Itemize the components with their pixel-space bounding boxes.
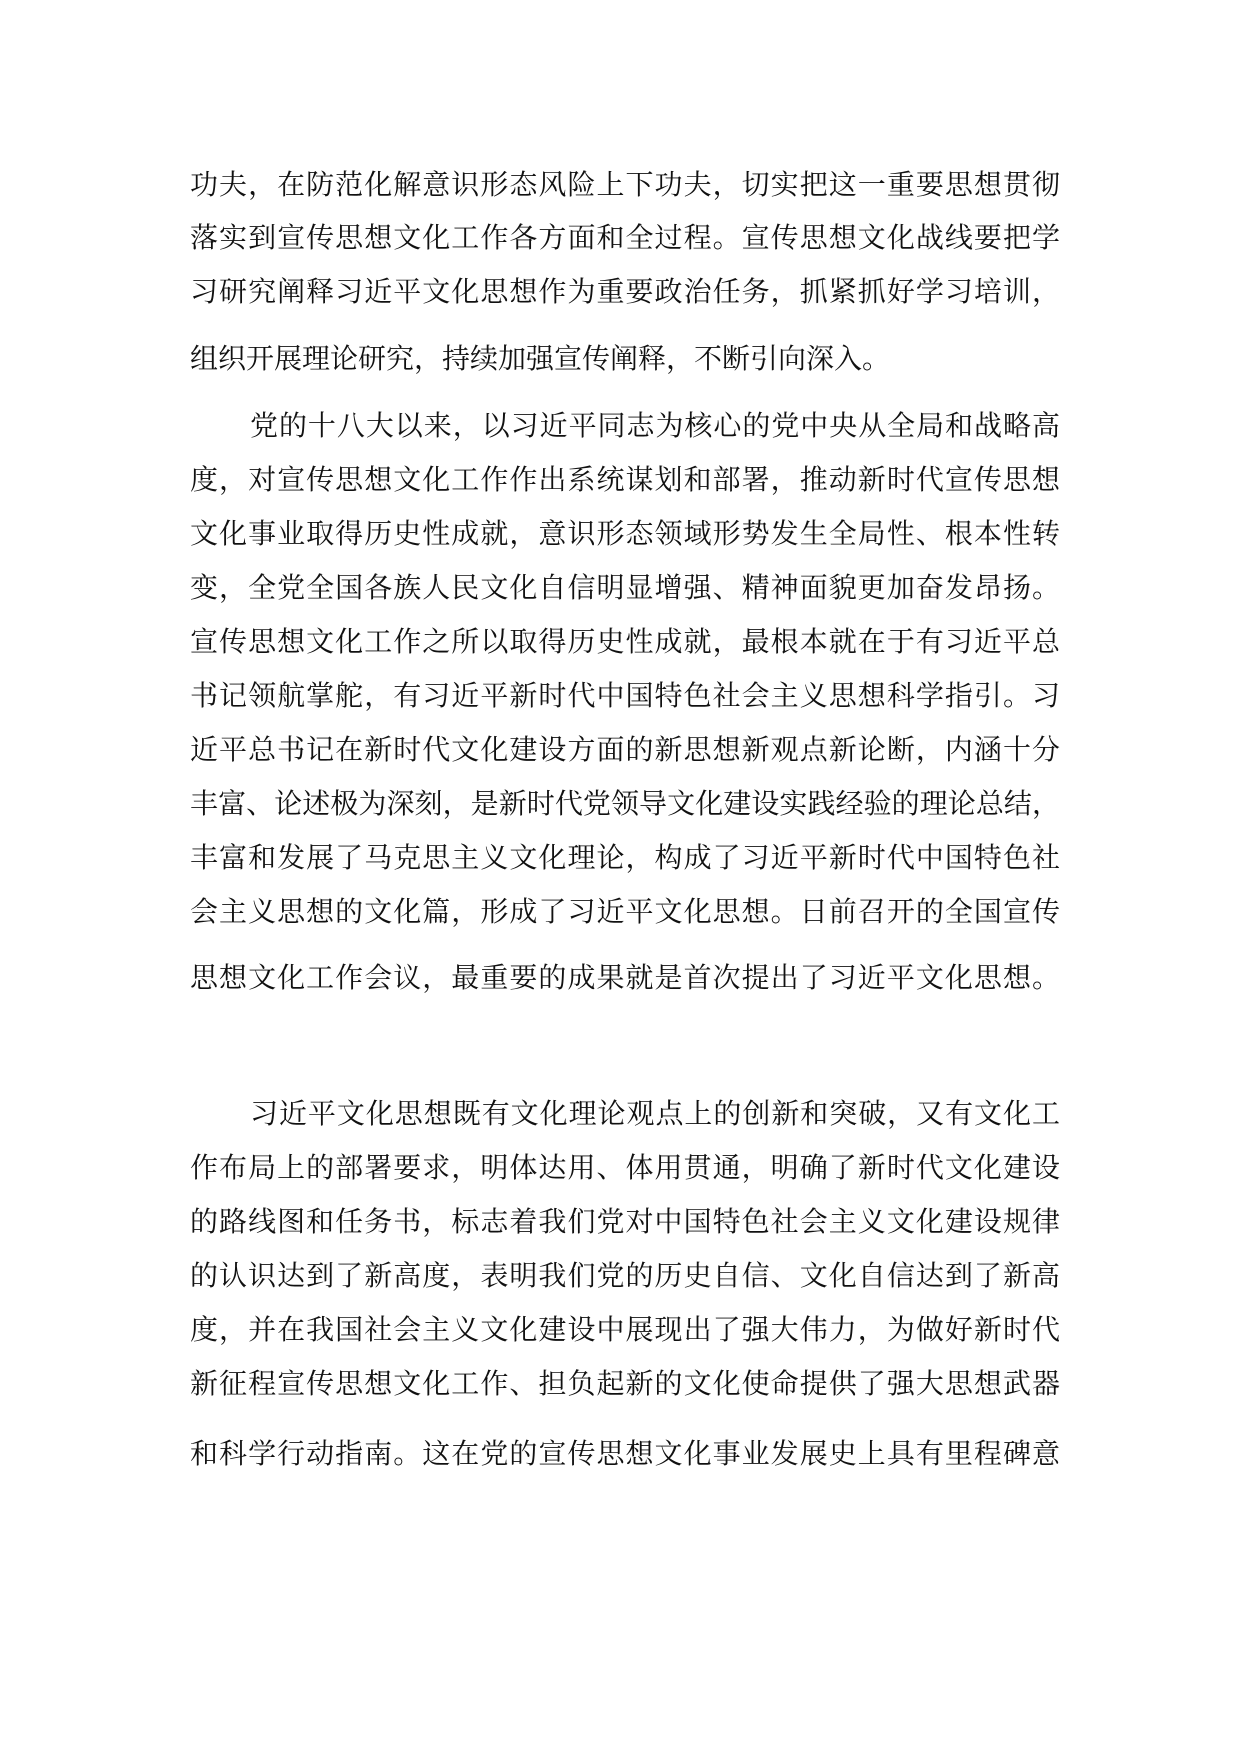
paragraph-1-line-3: 习研究阐释习近平文化思想作为重要政治任务，抓紧抓好学习培训， xyxy=(190,275,1060,308)
paragraph-2-line-10: 会主义思想的文化篇，形成了习近平文化思想。日前召开的全国宣传 xyxy=(190,895,1060,928)
paragraph-2-line-2: 度，对宣传思想文化工作作出系统谋划和部署，推动新时代宣传思想 xyxy=(190,463,1060,496)
paragraph-2-line-3: 文化事业取得历史性成就，意识形态领域形势发生全局性、根本性转 xyxy=(190,517,1060,550)
paragraph-3-line-7: 和科学行动指南。这在党的宣传思想文化事业发展史上具有里程碑意 xyxy=(190,1437,1060,1470)
paragraph-1-line-1: 功夫，在防范化解意识形态风险上下功夫，切实把这一重要思想贯彻 xyxy=(190,168,1060,201)
paragraph-2-line-1: 党的十八大以来，以习近平同志为核心的党中央从全局和战略高 xyxy=(250,409,1060,442)
paragraph-2-line-5: 宣传思想文化工作之所以取得历史性成就，最根本就在于有习近平总 xyxy=(190,625,1060,658)
paragraph-3-line-6: 新征程宣传思想文化工作、担负起新的文化使命提供了强大思想武器 xyxy=(190,1367,1060,1400)
paragraph-3-line-1: 习近平文化思想既有文化理论观点上的创新和突破，又有文化工 xyxy=(250,1097,1060,1130)
paragraph-2-line-4: 变，全党全国各族人民文化自信明显增强、精神面貌更加奋发昂扬。 xyxy=(190,571,1060,604)
paragraph-2-line-8: 丰富、论述极为深刻，是新时代党领导文化建设实践经验的理论总结， xyxy=(190,787,1060,820)
paragraph-1-line-2: 落实到宣传思想文化工作各方面和全过程。宣传思想文化战线要把学 xyxy=(190,221,1060,254)
paragraph-2-line-6: 书记领航掌舵，有习近平新时代中国特色社会主义思想科学指引。习 xyxy=(190,679,1060,712)
paragraph-2-line-9: 丰富和发展了马克思主义文化理论，构成了习近平新时代中国特色社 xyxy=(190,841,1060,874)
paragraph-2-line-7: 近平总书记在新时代文化建设方面的新思想新观点新论断，内涵十分 xyxy=(190,733,1060,766)
paragraph-3-line-4: 的认识达到了新高度，表明我们党的历史自信、文化自信达到了新高 xyxy=(190,1259,1060,1292)
paragraph-2-line-11: 思想文化工作会议，最重要的成果就是首次提出了习近平文化思想。 xyxy=(190,961,1060,994)
paragraph-3-line-2: 作布局上的部署要求，明体达用、体用贯通，明确了新时代文化建设 xyxy=(190,1151,1060,1184)
paragraph-1-line-4: 组织开展理论研究，持续加强宣传阐释，不断引向深入。 xyxy=(190,342,891,375)
paragraph-3-line-5: 度，并在我国社会主义文化建设中展现出了强大伟力，为做好新时代 xyxy=(190,1313,1060,1346)
paragraph-3-line-3: 的路线图和任务书，标志着我们党对中国特色社会主义文化建设规律 xyxy=(190,1205,1060,1238)
